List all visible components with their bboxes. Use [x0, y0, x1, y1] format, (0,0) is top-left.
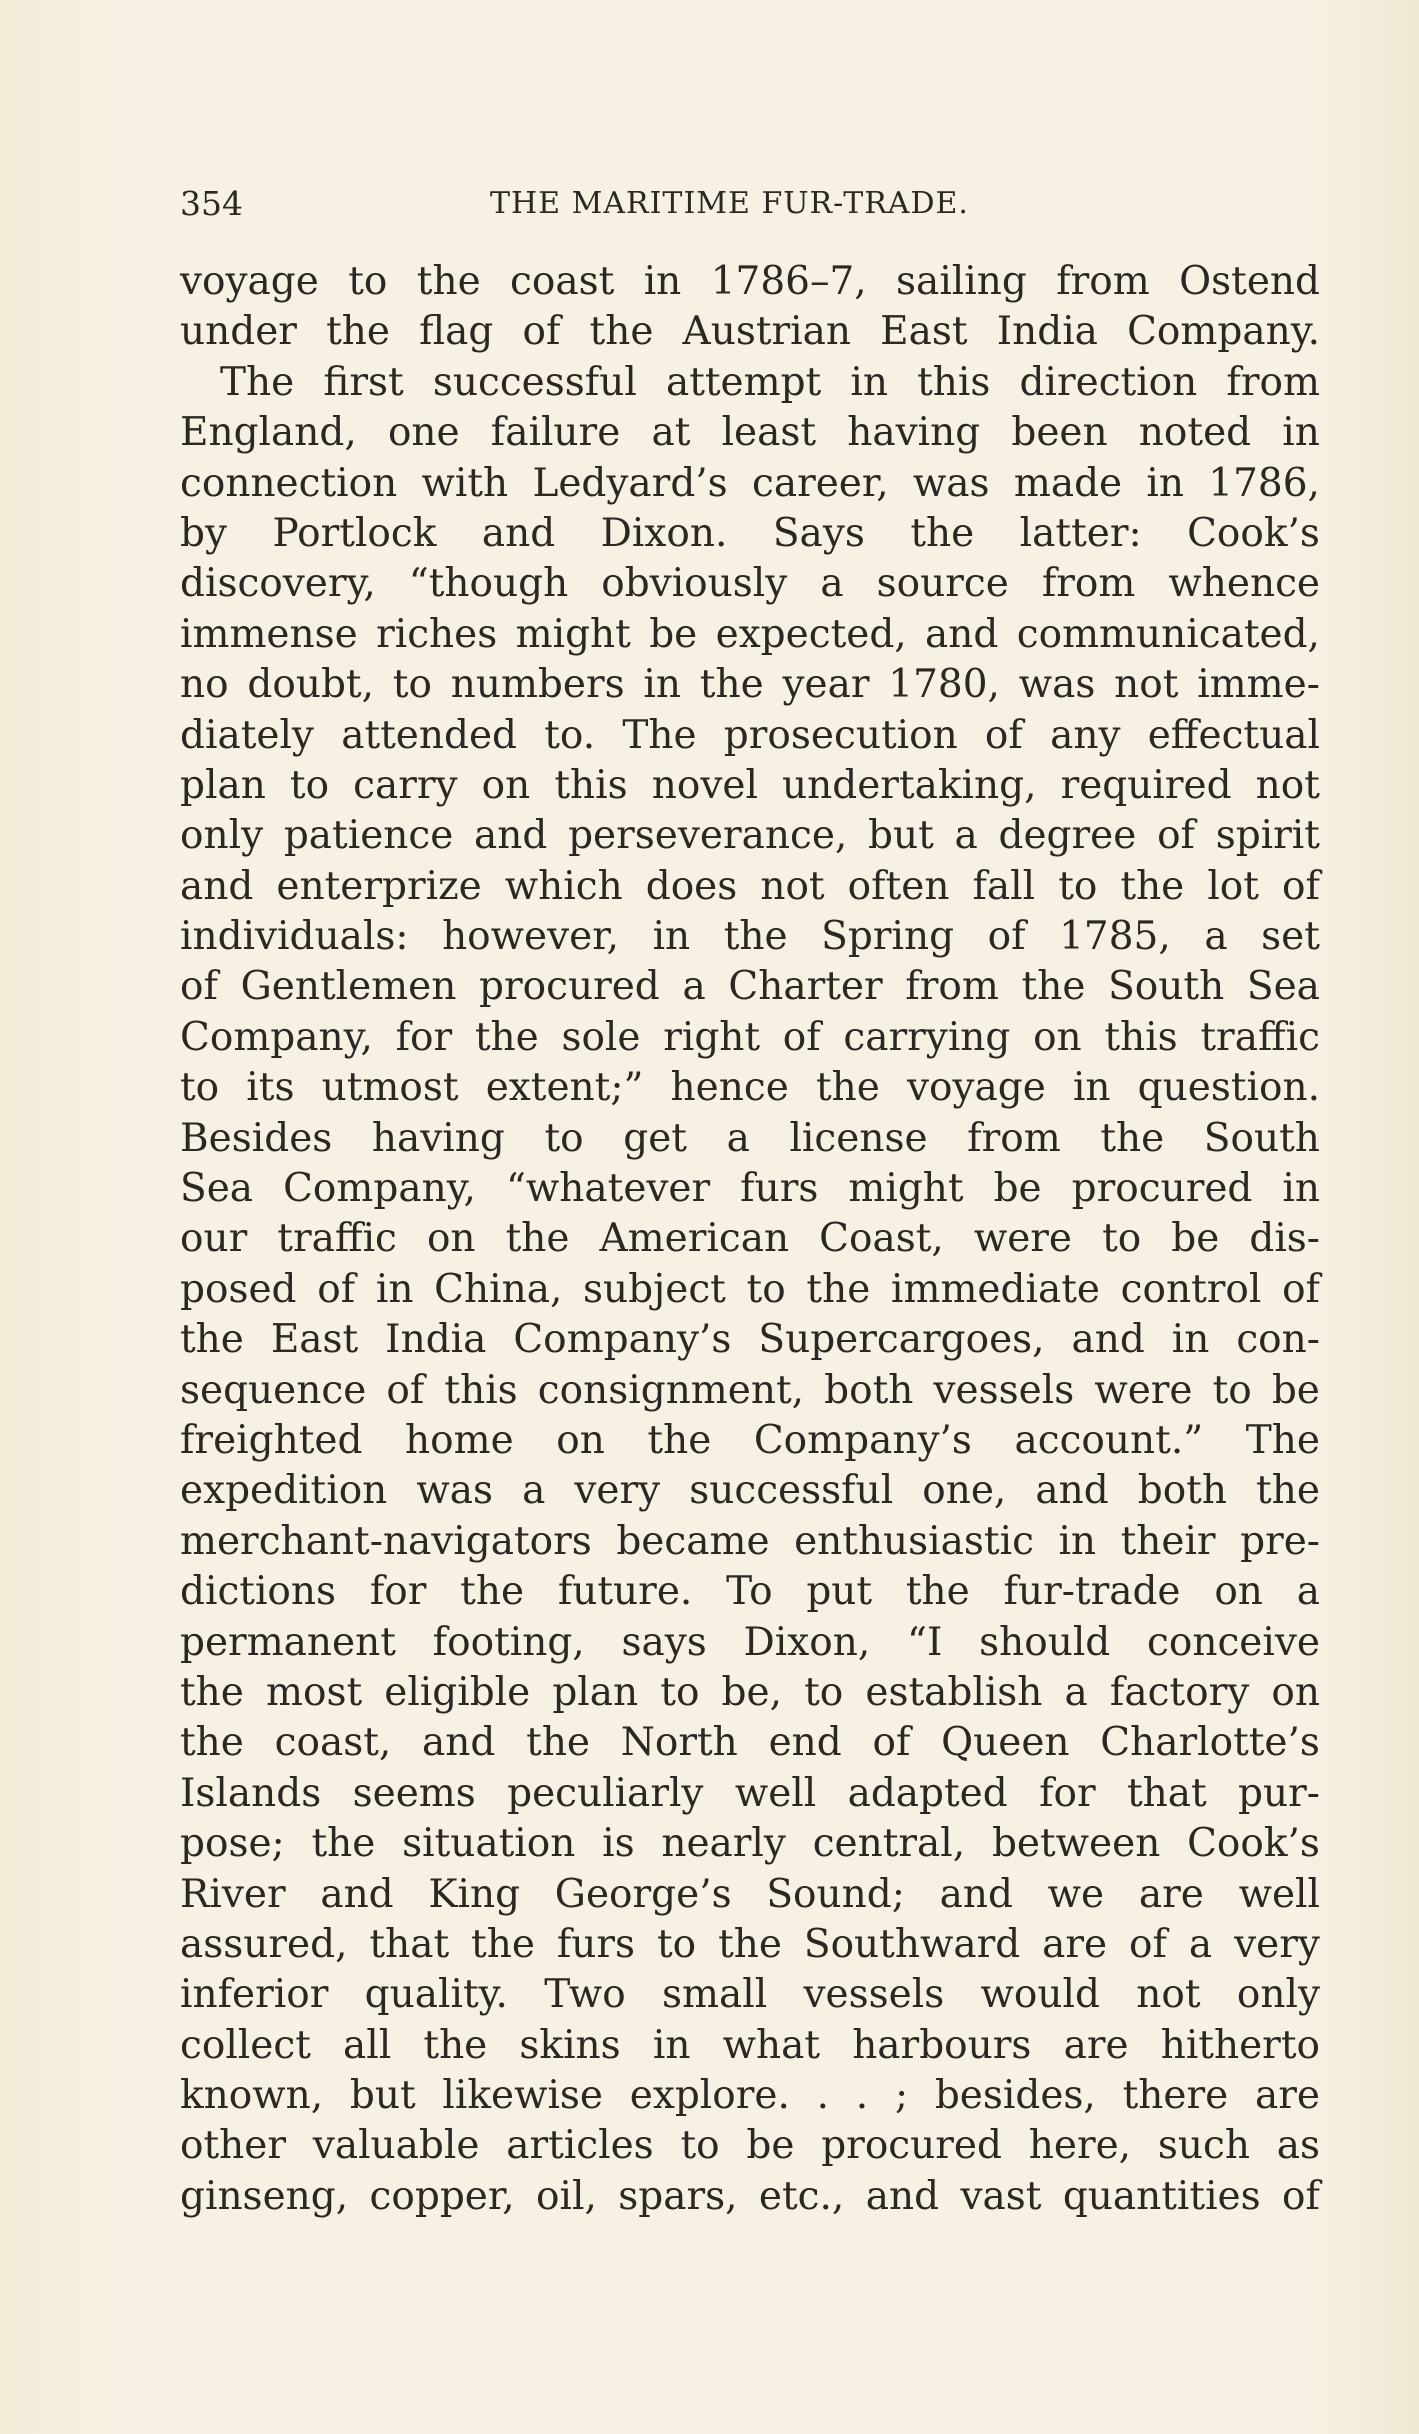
text-line: Besides having to get a license from the South [180, 1115, 1320, 1161]
text-line: the East India Company’s Supercargoes, and in con- [180, 1317, 1320, 1363]
text-line: individuals: however, in the Spring of 1785, a set [180, 914, 1320, 960]
text-line: our traffic on the American Coast, were to be dis- [180, 1216, 1320, 1262]
text-line: voyage to the coast in 1786–7, sailing from Ostend [180, 259, 1320, 304]
text-line: under the flag of the Austrian East India Company. [180, 309, 1320, 355]
text-line: pose; the situation is nearly central, between Cook’s [180, 1821, 1320, 1867]
text-line: ginseng, copper, oil, spars, etc., and vast quantities of [180, 2173, 1320, 2219]
text-line: the coast, and the North end of Queen Charlotte’s [180, 1720, 1320, 1766]
text-line: other valuable articles to be procured here, such as [180, 2123, 1320, 2169]
text-line: known, but likewise explore. . . ; besides, there are [180, 2073, 1320, 2119]
body-text [180, 257, 1320, 2222]
text-line: Company, for the sole right of carrying on this traffic [180, 1014, 1320, 1060]
text-line: to its utmost extent;” hence the voyage in question. [180, 1065, 1320, 1111]
text-line: by Portlock and Dixon. Says the latter: Cook’s [180, 510, 1320, 556]
text-line: permanent footing, says Dixon, “I should conceive [180, 1619, 1320, 1665]
running-head [180, 184, 1320, 234]
text-line: expedition was a very successful one, and both the [180, 1468, 1320, 1514]
text-line: no doubt, to numbers in the year 1780, was not imme- [180, 662, 1320, 708]
text-line: diately attended to. The prosecution of any effectual [180, 712, 1320, 758]
running-title: THE MARITIME FUR-TRADE. [490, 186, 969, 221]
text-line: inferior quality. Two small vessels would not only [180, 1972, 1320, 2018]
text-line: England, one failure at least having been noted in [180, 410, 1320, 456]
text-line: discovery, “though obviously a source from whence [180, 561, 1320, 607]
text-line: sequence of this consignment, both vessels were to be [180, 1367, 1320, 1413]
text-line: only patience and perseverance, but a degree of spirit [180, 813, 1320, 859]
text-line: Islands seems peculiarly well adapted for that pur- [180, 1770, 1320, 1816]
page-number: 354 [180, 184, 243, 223]
text-line: The first successful attempt in this direction from [220, 359, 1320, 405]
text-line: of Gentlemen procured a Charter from the South Sea [180, 964, 1320, 1010]
text-line: plan to carry on this novel undertaking, required not [180, 762, 1320, 808]
text-line: the most eligible plan to be, to establish a factory on [180, 1669, 1320, 1715]
text-line: freighted home on the Company’s account.” The [180, 1417, 1320, 1463]
text-line: collect all the skins in what harbours are hitherto [180, 2022, 1320, 2068]
text-line: assured, that the furs to the Southward are of a very [180, 1921, 1320, 1967]
text-line: dictions for the future. To put the fur-trade on a [180, 1569, 1320, 1615]
text-line: connection with Ledyard’s career, was made in 1786, [180, 460, 1320, 506]
text-line: posed of in China, subject to the immediate control of [180, 1266, 1320, 1312]
text-line: River and King George’s Sound; and we are well [180, 1871, 1320, 1917]
text-line: and enterprize which does not often fall to the lot of [180, 863, 1320, 909]
text-line: immense riches might be expected, and communicated, [180, 611, 1320, 657]
text-line: merchant-navigators became enthusiastic in their pre- [180, 1518, 1320, 1564]
text-line: Sea Company, “whatever furs might be procured in [180, 1166, 1320, 1212]
